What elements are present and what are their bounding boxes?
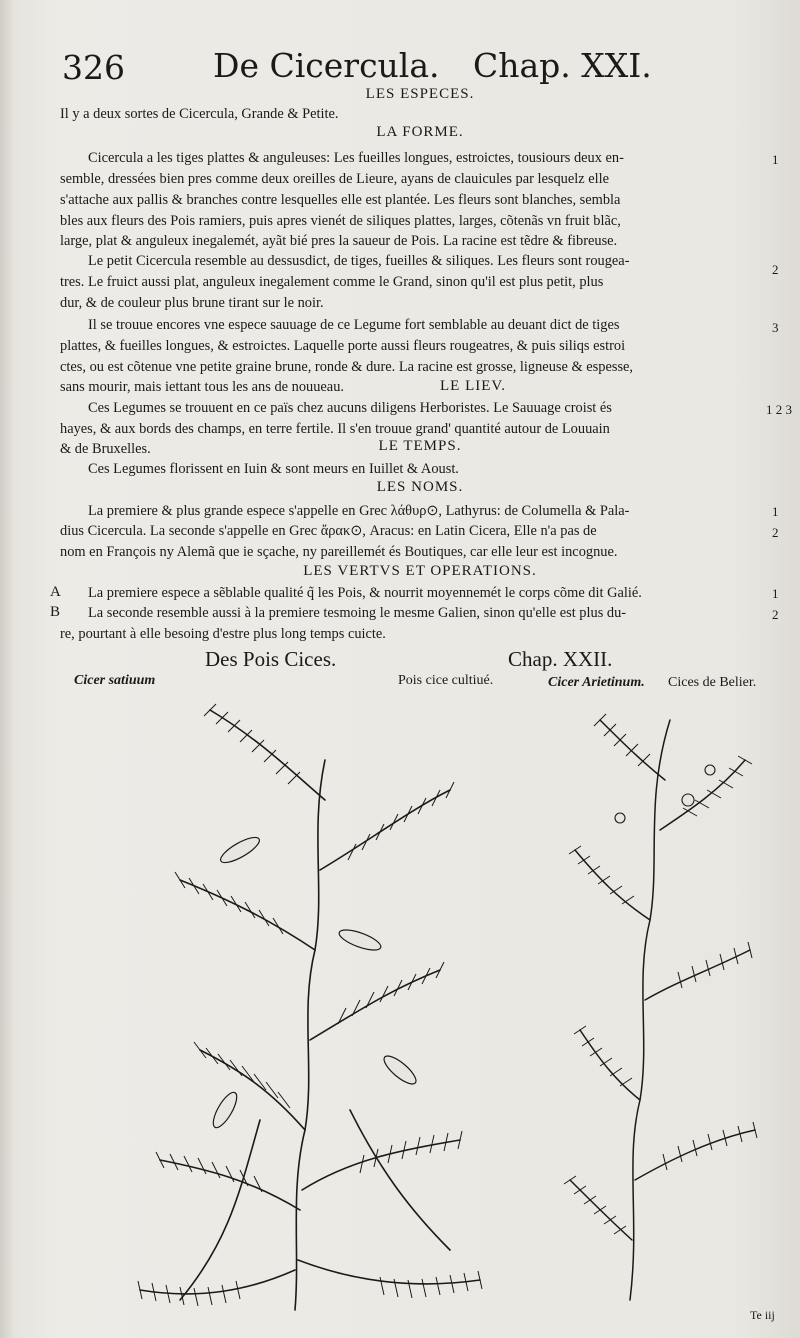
paragraph-line: dur, & de couleur plus brune tirant sur le noir. (60, 295, 324, 311)
section-heading-temps: LE TEMPS. (378, 438, 462, 454)
paragraph-line: Ces Legumes florissent en Iuin & sont meurs en Iuillet & Aoust. (88, 461, 459, 477)
section-heading-especes: LES ESPECES. (365, 86, 475, 102)
margin-number: 1 (772, 152, 779, 167)
margin-number: 2 (772, 525, 779, 540)
paragraph-line: Cicercula a les tiges plattes & anguleuses: Les fueilles longues, estroictes, tousiours deux en- (88, 150, 624, 166)
margin-letter: B (50, 604, 61, 620)
paragraph-line: dius Cicercula. La seconde s'appelle en Grec ἄρακ⊙, Aracus: en Latin Cicera, Elle n'a pas de (60, 523, 597, 539)
paragraph-line: La premiere espece a sẽblable qualité q̃ les Pois, & nourrit moyennemét le corps cõme dit Galié. (88, 585, 642, 601)
paragraph-line: La seconde resemble aussi à la premiere tesmoing le mesme Galien, sinon qu'elle est plus du- (88, 605, 627, 621)
paragraph-line: semble, dressées bien pres comme deux oreilles de Lieure, ayans de clauicules par lesquelz elle (60, 171, 610, 187)
margin-number: 1 (772, 586, 779, 601)
caption-left-french: Pois cice cultiué. (398, 673, 494, 688)
paragraph-line: & de Bruxelles. (60, 441, 151, 457)
section-heading-vertus: LES VERTVS ET OPERATIONS. (303, 563, 537, 579)
margin-number: 2 (772, 262, 779, 277)
caption-left-latin: Cicer satiuum (74, 673, 156, 688)
running-title: De Cicercula. (213, 46, 440, 85)
paragraph-line: Il y a deux sortes de Cicercula, Grande & Petite. (60, 106, 339, 122)
paragraph-line: bles aux fleurs des Pois ramiers, puis apres vienét de siliques plattes, larges, cõtenãs vn fruit blãc, (60, 213, 621, 229)
paragraph-line: plattes, & fueilles longues, & estroictes. Laquelle porte aussi fleurs rougeatres, & puis siliqs estroi (60, 338, 626, 354)
paragraph-line: Il se trouue encores vne espece sauuage de ce Legume fort semblable au deuant dict de tiges (88, 317, 620, 333)
paragraph-line: nom en François ny Alemã que ie sçache, ny pareillemét és Boutiques, car elle leur est incognue. (60, 544, 618, 560)
margin-number: 1 (772, 504, 779, 519)
page-number: 326 (62, 48, 125, 87)
paragraph-line: ctes, ou est cõtenue vne petite graine brune, ronde & dure. La racine est grosse, ligneuse & espesse, (60, 359, 634, 375)
paragraph-line: re, pourtant à elle besoing d'estre plus long temps cuicte. (60, 626, 386, 642)
section-heading-forme: LA FORME. (376, 124, 464, 140)
woodcut-cicer-sativum (120, 690, 520, 1320)
chapter-title: Des Pois Cices. (205, 647, 337, 671)
woodcut-cicer-arietinum (560, 700, 770, 1310)
caption-right-latin: Cicer Arietinum. (548, 675, 645, 690)
margin-number: 1 2 3 (766, 402, 792, 417)
margin-number: 3 (772, 320, 779, 335)
section-heading-noms: LES NOMS. (376, 479, 464, 495)
margin-number: 2 (772, 607, 779, 622)
margin-letter: A (50, 584, 61, 600)
paragraph-line: Le petit Cicercula resemble au dessusdict, de tiges, fueilles & siliques. Les fleurs sont rougea- (88, 253, 630, 269)
caption-right-french: Cices de Belier. (668, 675, 757, 690)
paragraph-line: Ces Legumes se trouuent en ce païs chez aucuns diligens Herboristes. Le Sauuage croist és (88, 400, 612, 416)
paragraph-line: s'attache aux pallis & branches contre lesquelles elle est plantée. Les fleurs sont blanches, sembla (60, 192, 621, 208)
paragraph-line: tres. Le fruict aussi plat, anguleux inegalement comme le Grand, sinon qu'il est plus petit, plus (60, 274, 604, 290)
chapter-number: Chap. XXI. (473, 46, 652, 85)
section-heading-lieu: LE LIEV. (440, 378, 507, 394)
paragraph-line: hayes, & aux bords des champs, en terre fertile. Il s'en trouue grand' quantité autour de Louuain (60, 421, 610, 437)
paragraph-line: La premiere & plus grande espece s'appelle en Grec λάθυρ⊙, Lathyrus: de Columella & Pala- (88, 503, 630, 519)
chapter-number-2: Chap. XXII. (508, 647, 613, 671)
paragraph-line: large, plat & anguleux inegalemét, ayãt bié pres la saueur de Pois. La racine est tẽdre & fibreuse. (60, 233, 618, 249)
signature-mark: Te iij (750, 1308, 775, 1322)
paragraph-line: sans mourir, mais iettant tous les ans de nouueau. (60, 379, 344, 395)
